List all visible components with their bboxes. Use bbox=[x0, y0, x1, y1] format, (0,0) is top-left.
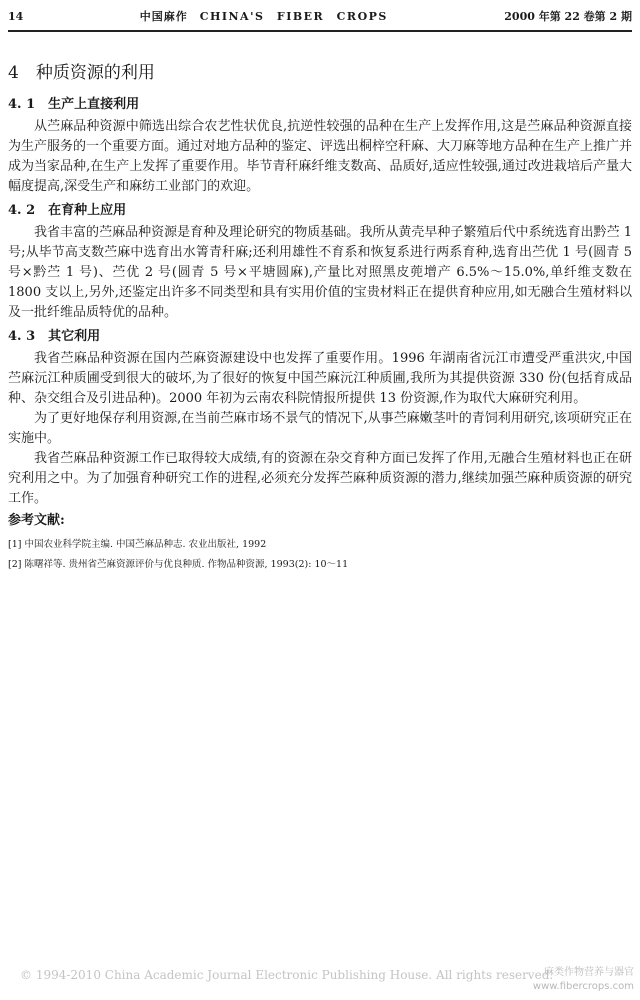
article-body bbox=[8, 58, 632, 575]
subsection-title: 4. 2 在育种上应用 bbox=[8, 203, 127, 218]
copyright-footer: © 1994-2010 China Academic Journal Electronic Publishing House. All rights reserved. bbox=[20, 968, 554, 982]
section-title: 4 种质资源的利用 bbox=[8, 63, 155, 83]
reference-item: [1] 中国农业科学院主编. 中国苎麻品种志. 农业出版社, 1992 bbox=[8, 539, 267, 550]
references-title: 参考文献: bbox=[8, 513, 65, 528]
journal-name bbox=[140, 8, 388, 24]
issue-info: 2000 年第 22 卷第 2 期 bbox=[504, 10, 632, 23]
page-header bbox=[8, 2, 632, 32]
journal-name-en: CHINA'S FIBER CROPS bbox=[199, 10, 388, 23]
paragraph: 为了更好地保存利用资源,在当前苎麻市场不景气的情况下,从事苎麻嫩茎叶的青饲利用研究,该项研究正在实施中。 bbox=[8, 411, 632, 446]
subsection-4-2 bbox=[8, 201, 632, 323]
subsection-4-3 bbox=[8, 327, 632, 509]
watermark-url: www.fibercrops.com bbox=[532, 981, 634, 992]
paragraph: 我省丰富的苎麻品种资源是育种及理论研究的物质基础。我所从黄壳早种子繁殖后代中系统选育出黔苎 1 号;从毕节高支数苎麻中选育出水箐青秆麻;还利用雄性不育系和恢复系进行两系育种,选育出苎优 1 号(圆青 5 号×黔苎 1 号)、苎优 2 号(圆青 5 号×平塘圆麻),产量比对照黑皮蔸增产 6.5%～15.0%,单纤维支数在 1800 支以上,另外,还鉴定出许多不同类型和具有实用价值的宝贵材料正在提供育种应用,如无融合生殖材料以及一批纤维品质特优的品种。 bbox=[8, 225, 632, 320]
journal-name-cn: 中国麻作 bbox=[139, 10, 188, 23]
reference-item: [2] 陈曙祥等. 贵州省苎麻资源评价与优良种质. 作物品种资源, 1993(2): 10～11 bbox=[8, 559, 349, 570]
subsection-title: 4. 3 其它利用 bbox=[8, 329, 101, 344]
paragraph: 我省苎麻品种资源工作已取得较大成绩,有的资源在杂交育种方面已发挥了作用,无融合生殖材料也正在研究利用之中。为了加强育种研究工作的进程,必须充分发挥苎麻种质资源的潜力,继续加强苎麻种质资源的研究工作。 bbox=[8, 451, 632, 506]
subsection-title: 4. 1 生产上直接利用 bbox=[8, 97, 140, 112]
references bbox=[8, 511, 632, 575]
subsection-4-1 bbox=[8, 95, 632, 197]
watermark-cn: 麻类作物营养与器官 bbox=[544, 967, 634, 978]
paragraph: 我省苎麻品种资源在国内苎麻资源建设中也发挥了重要作用。1996 年湖南省沅江市遭受严重洪灾,中国苎麻沅江种质圃受到很大的破坏,为了很好的恢复中国苎麻沅江种质圃,我所为其提供资源 330 份(包括育成品种、杂交组合及引进品种)。2000 年初为云南农科院情报所提供 13 份资源,作为取代大麻研究利用。 bbox=[8, 351, 632, 406]
paragraph: 从苎麻品种资源中筛选出综合农艺性状优良,抗逆性较强的品种在生产上发挥作用,这是苎麻品种资源直接为生产服务的一个重要方面。通过对地方品种的鉴定、评选出桐梓空秆麻、大刀麻等地方品种在生产上推广并成为当家品种,在生产上发挥了重要作用。毕节青秆麻纤维支数高、品质好,适应性较强,通过改进栽培后产量大幅度提高,深受生产和麻纺工业部门的欢迎。 bbox=[8, 119, 633, 194]
site-watermark bbox=[533, 966, 634, 994]
page-number: 14 bbox=[8, 9, 24, 23]
